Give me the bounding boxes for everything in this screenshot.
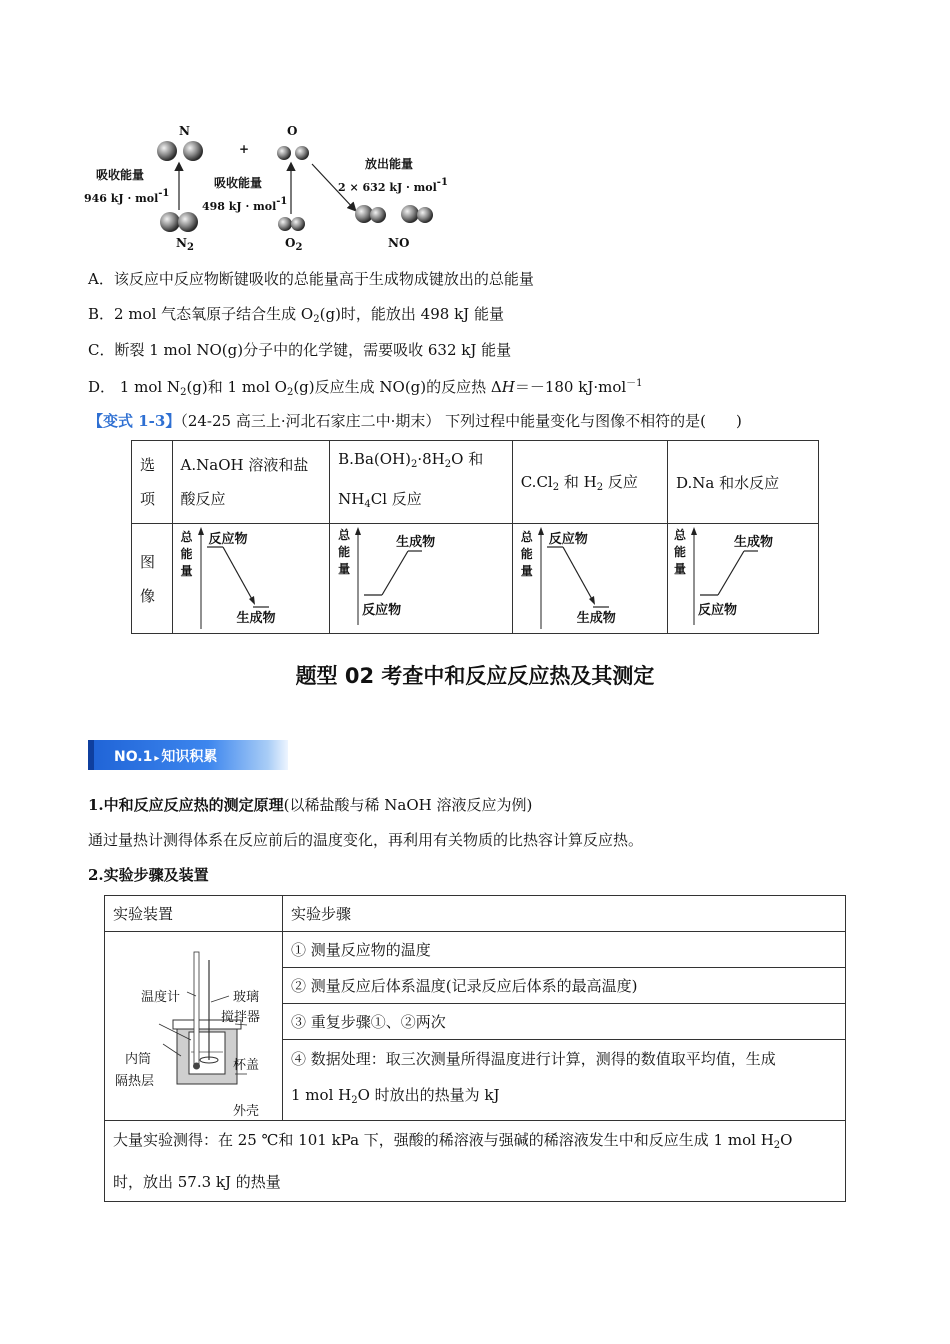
graph-c-cell (512, 524, 667, 634)
apparatus-cell (105, 932, 283, 1121)
plus-sign: + (239, 142, 250, 156)
image-label-cell: 图 像 (132, 524, 173, 634)
step-4: ④ 数据处理：取三次测量所得温度进行计算，测得的数值取平均值，生成 1 mol $H_2O$ 时放出的热量为 kJ (283, 1040, 846, 1121)
option-a: A．该反应中反应物断键吸收的总能量高于生成物成键放出的总能量 (88, 270, 534, 288)
axis-label: 总 能 量 (674, 527, 687, 576)
no-label: NO (388, 236, 410, 250)
col-apparatus-header: 实验装置 (105, 896, 283, 932)
banner-text (114, 746, 217, 766)
step-3: ③ 重复步骤①、②两次 (283, 1004, 846, 1040)
absorb2-label: 吸收能量 (214, 176, 263, 190)
exp-conclusion-row (105, 1121, 846, 1202)
no-atom (401, 205, 419, 223)
n-atom (157, 141, 177, 161)
n-atom (183, 141, 203, 161)
exp-step-row (105, 932, 846, 968)
variant-source: （24-25 高三上·河北石家庄二中·期末） (180, 412, 441, 430)
absorb1-label: 吸收能量 (96, 168, 145, 182)
k1-heading: 1.中和反应反应热的测定原理(以稀盐酸与稀 NaOH 溶液反应为例) (88, 796, 533, 814)
col-b-header: $B.Ba(OH)_2\cdot 8H_2O$ 和 $NH_4Cl$ 反应 (330, 441, 513, 524)
absorb2-value: 498 kJ · mol$^{-1}$ (202, 196, 288, 213)
k2-heading: 2.实验步骤及装置 (88, 866, 209, 884)
step-1: ① 测量反应物的温度 (283, 932, 846, 968)
graph-d (668, 525, 818, 633)
inner-cup-label: 内筒 (125, 1052, 152, 1067)
graph-b (330, 525, 505, 633)
n2-label: $N_2$ (176, 236, 194, 253)
options-table-header-row (132, 441, 819, 524)
calorimeter-diagram (105, 932, 281, 1119)
conclusion-cell: 大量实验测得：在 25 ℃和 101 kPa 下，强酸的稀溶液与强碱的稀溶液发生中和反应生成 1 mol $H_2O$ 时，放出 57.3 kJ 的热量 (105, 1121, 846, 1202)
n-label: N (179, 124, 190, 138)
step-2: ② 测量反应后体系温度(记录反应后体系的最高温度) (283, 968, 846, 1004)
o2-atom (291, 217, 305, 231)
stirrer-label-1: 玻璃 (233, 990, 260, 1005)
graph-a-cell (172, 524, 330, 634)
reactant-label: 反应物 (698, 602, 738, 618)
experiment-table (104, 895, 846, 1202)
col-d-header: D.Na 和水反应 (668, 441, 819, 524)
col-steps-header: 实验步骤 (283, 896, 846, 932)
o2-label: $O_2$ (285, 236, 303, 253)
graph-b-cell (330, 524, 513, 634)
axis-label: 总 能 量 (180, 529, 193, 578)
variant-text: 下列过程中能量变化与图像不相符的是( ) (445, 412, 742, 430)
col-c-header: $C.Cl_2$ 和 $H_2$ 反应 (512, 441, 667, 524)
o-label: O (287, 124, 298, 138)
banner-label: 知识积累 (161, 749, 218, 765)
insulation-label: 隔热层 (115, 1074, 155, 1089)
reactant-label: 反应物 (548, 531, 588, 547)
release-label: 放出能量 (365, 157, 414, 171)
product-label: 生成物 (396, 534, 436, 550)
option-b: B．2 mol 气态氧原子结合生成 $O_2(g)$时，能放出 498 kJ 能量 (88, 305, 504, 325)
variant-tag: 【变式 1-3】 (88, 412, 181, 430)
knowledge-banner (88, 740, 288, 770)
graph-a (173, 525, 323, 633)
stirrer-label-2: 搅拌器 (221, 1010, 261, 1025)
banner-number: NO.1 (114, 749, 153, 765)
no-atom (370, 207, 386, 223)
variant-question (88, 410, 742, 431)
product-label: 生成物 (236, 610, 276, 626)
o-atom (277, 146, 291, 160)
n2-atom (160, 212, 180, 232)
k1-body: 通过量热计测得体系在反应前后的温度变化，再利用有关物质的比热容计算反应热。 (88, 831, 644, 849)
bond-energy-diagram (80, 118, 460, 258)
axis-label: 总 能 量 (338, 527, 351, 576)
n2-atom (178, 212, 198, 232)
play-icon: ▸ (154, 753, 160, 764)
col-a-header: A.NaOH 溶液和盐 酸反应 (172, 441, 330, 524)
product-label: 生成物 (734, 534, 774, 550)
lid-label: 杯盖 (233, 1058, 260, 1073)
options-table-image-row (132, 524, 819, 634)
no-atom (417, 207, 433, 223)
o-atom (295, 146, 309, 160)
shell-label: 外壳 (233, 1104, 260, 1119)
release-value: 2 × 632 kJ · mol$^{-1}$ (338, 177, 448, 194)
option-d: D． 1 mol $N_2(g)$和 1 mol $O_2(g)$反应生成 NO(g)的反应热 ΔH＝－180 kJ·mol$^{-1}$ (88, 378, 643, 398)
axis-label: 总 能 量 (520, 529, 533, 578)
options-table (131, 440, 819, 634)
o2-atom (278, 217, 292, 231)
absorb1-value: 946 kJ · mol$^{-1}$ (84, 188, 170, 205)
reactant-label: 反应物 (362, 602, 402, 618)
exp-table-header-row (105, 896, 846, 932)
product-label: 生成物 (576, 610, 616, 626)
graph-d-cell (668, 524, 819, 634)
graph-c (513, 525, 663, 633)
reactant-label: 反应物 (208, 531, 248, 547)
thermometer-label: 温度计 (141, 990, 181, 1005)
header-label-cell: 选 项 (132, 441, 173, 524)
section-title: 题型 02 考查中和反应反应热及其测定 (295, 664, 655, 688)
option-c: C．断裂 1 mol NO(g)分子中的化学键，需要吸收 632 kJ 能量 (88, 341, 512, 359)
